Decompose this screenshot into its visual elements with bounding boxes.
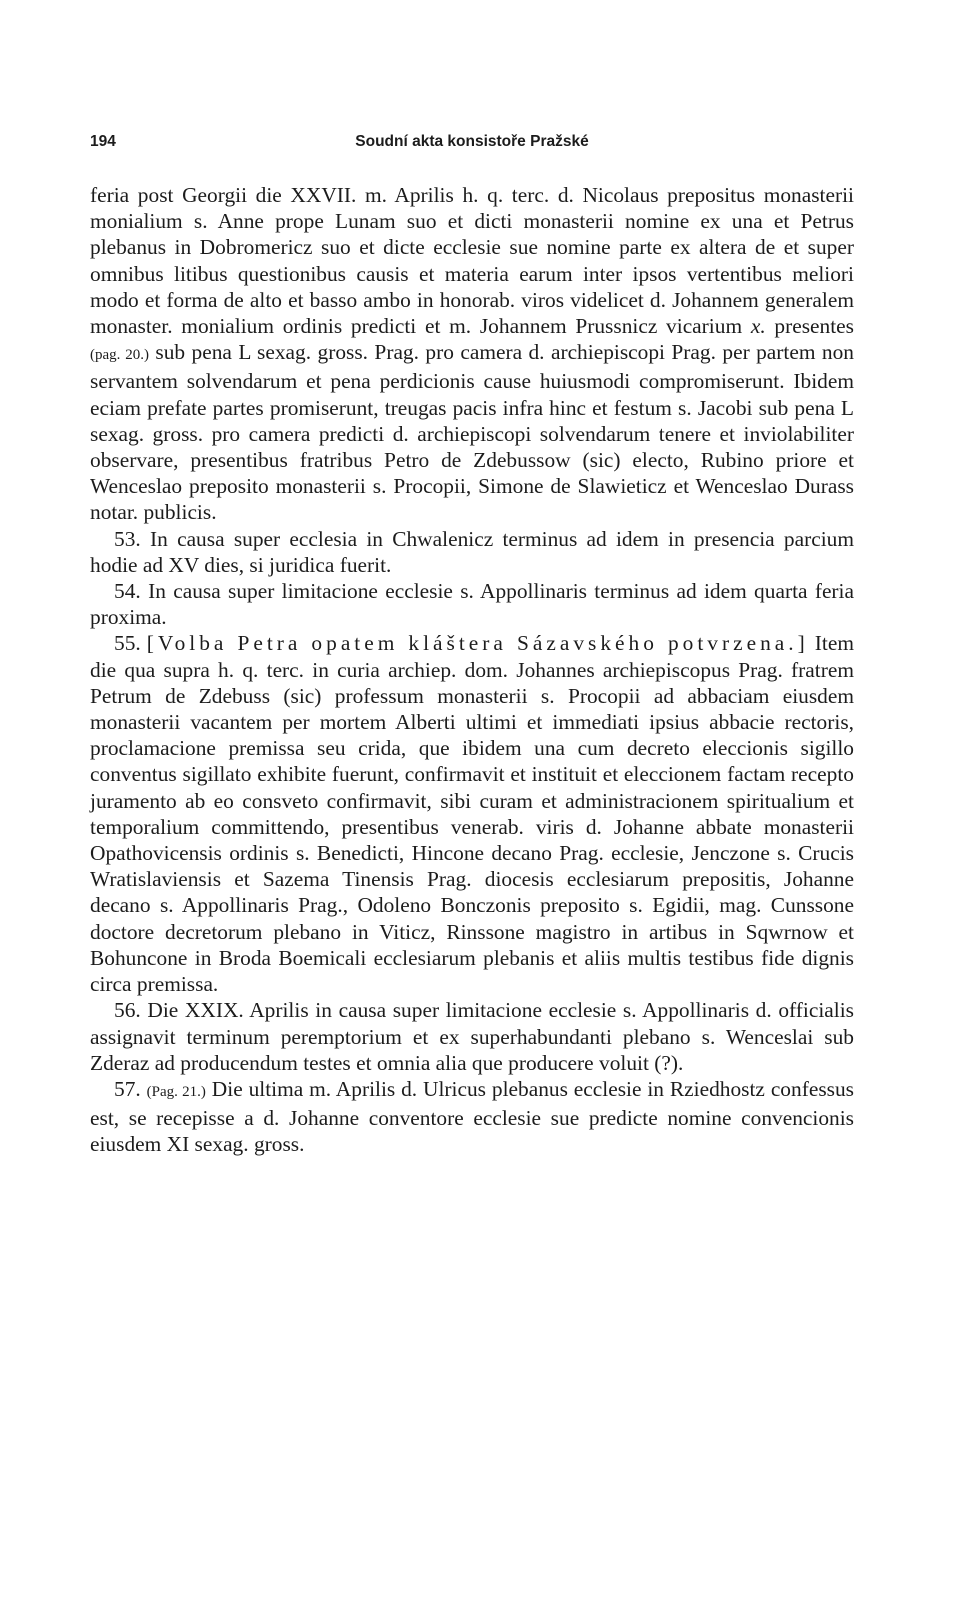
entry-53 [90,526,854,578]
entry-text: In causa super ecclesia in Chwalenicz terminus ad idem in presencia parcium hodie ad XV dies, si juridica fuerit. [90,526,854,577]
entry-heading: [Volba Petra opatem kláštera Sázavského potvrzena.] [146,631,809,656]
continuation-text-2: presentes [765,314,854,339]
continuation-text-3: sub pena L sexag. gross. Prag. pro camera d. archiepiscopi Prag. per partem non servantem solvendarum et pena perdicionis cause huiusmodi compromiserunt. Ibidem eciam prefate partes promiserunt, treugas pacis infra hinc et festum s. Jacobi sub pena L sexag. gross. pro camera predicti d. archiepiscopi solvendarum tenere et inviolabiliter observare, presentibus fratribus Petro de Zdebussow (sic) electo, Rubino priore et Wenceslao preposito monasterii s. Procopii, Simone de Slawieticz et Wenceslao Durass notar. publicis. [90,340,855,525]
entry-number: 56. [114,998,141,1023]
entry-number: 57. [114,1076,141,1101]
entry-text: In causa super limitacione ecclesie s. Appollinaris terminus ad idem quarta feria proxima. [90,579,854,630]
page-reference: (pag. 20.) [90,347,149,364]
entry-number: 55. [114,631,141,656]
continuation-text-1: feria post Georgii die XXVII. m. Aprilis h. q. terc. d. Nicolaus prepositus monasterii monialium s. Anne prope Lunam suo et dicti monasterii nomine ex una et Petrus plebanus in Dobromericz suo et dicte ecclesie sue nomine parte ex altera de et super omnibus litibus questionibus causis et materia earum inter ipsos vertentibus meliori modo et forma de alto et basso ambo in honorab. viros videlicet d. Johannem generalem monaster. monialium ordinis predicti et m. Johannem Prussnicz vicarium [90,183,854,339]
page-number: 194 [90,133,116,150]
entry-text: Item die qua supra h. q. terc. in curia archiep. dom. Johannes archiepiscopus Prag. fratrem Petrum de Zdebuss (sic) professum monasterii s. Procopii ad abbaciam eiusdem monasterii vacantem per mortem Alberti ultimi et immediati ipsius abbacie rectoris, proclamacione premissa seu crida, que ibidem una cum decreto eleccionis sigillo conventus sigillato exhibite fuerunt, confirmavit et instituit et eleccionem factam recepto juramento ab eo consveto confirmavit, sibi curam et administracionem spiritualium et temporalium committendo, presentibus venerab. viris d. Johanne abbate monasterii Opathovicensis ordinis s. Benedicti, Hincone decano Prag. ecclesie, Jenczone s. Crucis Wratislaviensis et Sazema Tinensis Prag. diocesis ecclesiarum prepositis, Johanne decano s. Appollinaris Prag., Odoleno Bonczonis preposito s. Egidii, mag. Cunssone doctore decretorum plebano in Viticz, Rinssone magistro in artibus in Sqwrnow et Bohuncone in Broda Boemicali ecclesiarum plebanis et aliis multis testibus fide dignis circa premissa. [90,631,854,997]
abbreviation-symbol: x. [750,314,766,339]
entry-text: Die XXIX. Aprilis in causa super limitacione ecclesie s. Appollinaris d. officialis assignavit terminum peremptorium et ex superhabundanti plebano s. Wenceslai sub Zderaz ad producendum testes et omnia alia que producere voluit (?). [90,998,854,1075]
running-title: Soudní akta konsistoře Pražské [355,133,589,150]
entry-56 [90,997,854,1076]
entry-text: Die ultima m. Aprilis d. Ulricus plebanus ecclesie in Rziedhostz confessus est, se recepisse a d. Johanne conventore ecclesie sue predicte nomine convencionis eiusdem XI sexag. gross. [90,1076,854,1157]
entry-54 [90,578,854,630]
entry-number: 54. [114,579,141,604]
entry-number: 53. [114,526,141,551]
page-reference: (Pag. 21.) [146,1083,206,1100]
paragraph-continuation [90,182,854,526]
body-text [90,182,854,1158]
entry-57 [90,1076,854,1158]
entry-55 [90,630,854,997]
running-head [90,133,854,155]
